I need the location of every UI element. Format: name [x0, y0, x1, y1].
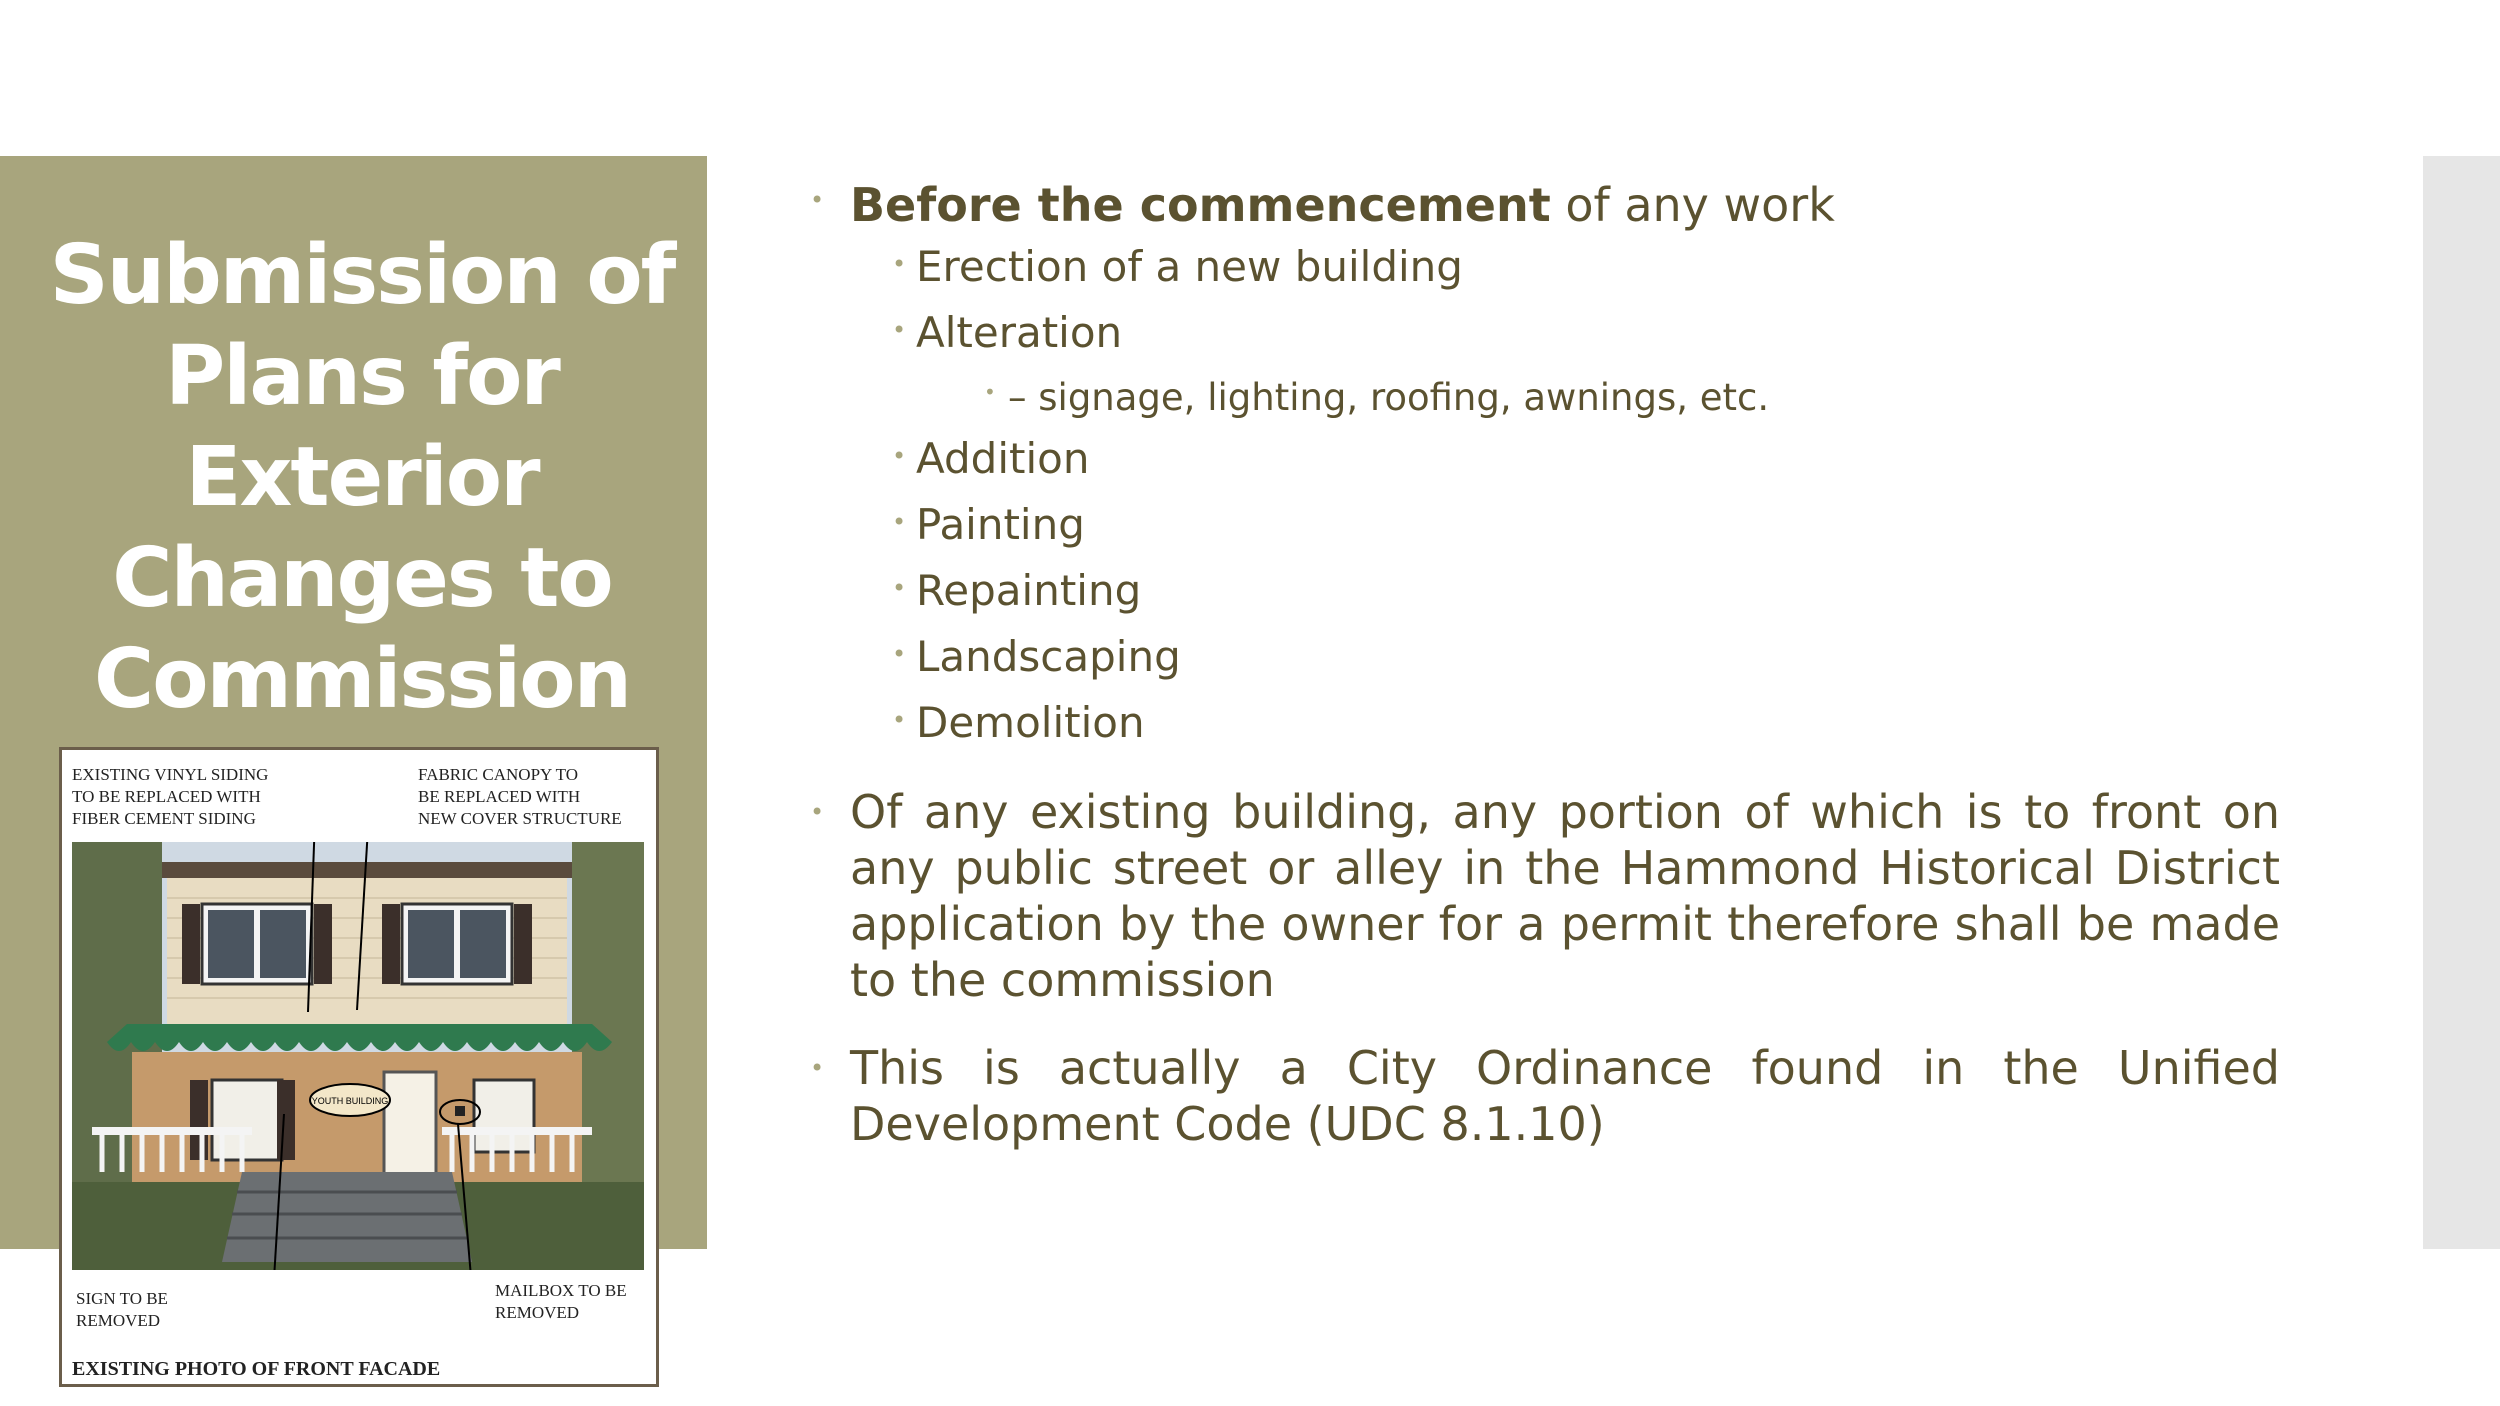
- caption-existing-photo: EXISTING PHOTO OF FRONT FACADE: [72, 1358, 441, 1380]
- title-line: Commission: [94, 632, 630, 727]
- bullet-painting: • Painting: [892, 500, 1085, 549]
- bullet-repainting: • Repainting: [892, 566, 1142, 615]
- caption-mailbox-removed: MAILBOX TO BE REMOVED: [495, 1281, 627, 1322]
- bullet-signage: • – signage, lighting, roofing, awnings, etc.: [984, 376, 1770, 419]
- bullet-demolition: • Demolition: [892, 698, 1145, 747]
- bullet-erection: • Erection of a new building: [892, 242, 1463, 291]
- bullet-city-ordinance: This is actually a City Ordinance found in the Unified Development Code (UDC 8.1.10): [850, 1041, 2280, 1151]
- slide-title: [0, 225, 724, 730]
- sign-board-text: YOUTH BUILDING: [311, 1096, 389, 1106]
- right-accent-strip: [2423, 156, 2500, 1249]
- bullet-before-commencement: • Before the commencement of any work: [810, 178, 1835, 232]
- title-line: Plans for: [165, 329, 559, 424]
- title-line: Exterior: [185, 430, 539, 525]
- title-line: Submission of: [49, 228, 675, 323]
- bullet-dot: •: [810, 1054, 825, 1082]
- bullet-addition: • Addition: [892, 434, 1090, 483]
- caption-vinyl-siding: EXISTING VINYL SIDING TO BE REPLACED WITH FIBER CEMENT SIDING: [72, 765, 269, 828]
- bullet-existing-building: Of any existing building, any portion of which is to front on any public street or alley in the Hammond Historical District application by the owner for a permit therefore shall be made to the commission: [850, 785, 2280, 1007]
- bullet-alteration: • Alteration: [892, 308, 1123, 357]
- caption-sign-removed: SIGN TO BE REMOVED: [76, 1289, 168, 1330]
- bullet-landscaping: • Landscaping: [892, 632, 1181, 681]
- house-photo: [72, 842, 644, 1270]
- caption-fabric-canopy: FABRIC CANOPY TO BE REPLACED WITH NEW COVER STRUCTURE: [418, 765, 622, 828]
- bullet-dot: •: [810, 798, 825, 826]
- house-photo-card: [59, 747, 659, 1387]
- title-line: Changes to: [112, 531, 612, 626]
